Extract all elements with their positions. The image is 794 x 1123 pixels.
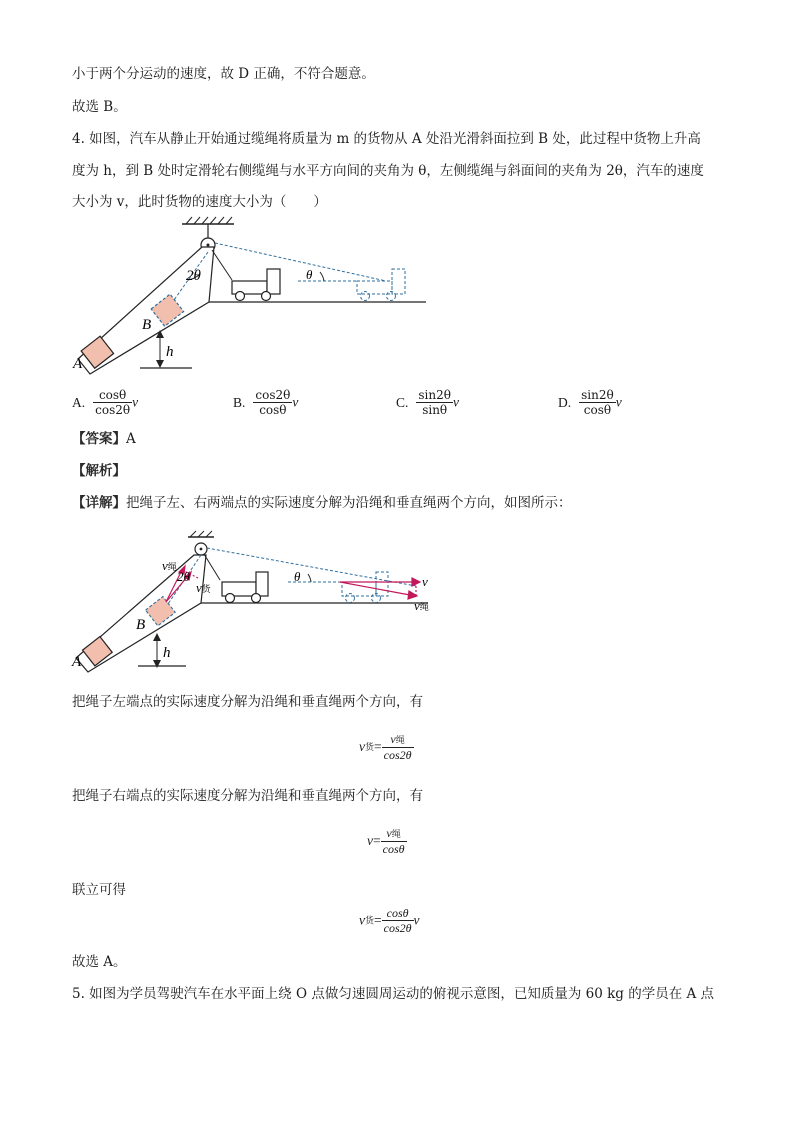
equation-2: v= $\frac{\text{v绳}}{\cos\theta}$	[367, 826, 405, 856]
question-4-line-2: 度为 h，到 B 处时定滑轮右侧缆绳与水平方向间的夹角为 θ，左侧缆绳与斜面间的夹角为 2θ，汽车的速度	[72, 163, 704, 179]
combine-text: 联立可得	[72, 882, 126, 898]
truck-dashed	[357, 269, 405, 301]
option-b[interactable]: B. $\frac{\cos 2\theta}{\cos\theta}$ v	[233, 388, 299, 417]
label-theta: θ	[306, 267, 313, 282]
label-2theta: 2θ	[186, 268, 201, 284]
question-4-line-3: 大小为 v，此时货物的速度大小为（ ）	[72, 194, 327, 210]
equation-3: v货= $\frac{\cos\theta}{\cos 2\theta}$ v	[359, 906, 420, 935]
option-c[interactable]: C. $\frac{\sin 2\theta}{\sin\theta}$ v	[396, 388, 459, 417]
label-2theta-2: 2θ	[177, 569, 190, 584]
left-decomp-text: 把绳子左端点的实际速度分解为沿绳和垂直绳两个方向，有	[72, 694, 423, 710]
right-decomp-text: 把绳子右端点的实际速度分解为沿绳和垂直绳两个方向，有	[72, 788, 423, 804]
label-theta-2: θ	[294, 569, 301, 584]
label-h-2: h	[163, 645, 171, 661]
detail: 【详解】把绳子左、右两端点的实际速度分解为沿绳和垂直绳两个方向，如图所示：	[72, 495, 572, 511]
label-v-cargo: v货	[196, 580, 211, 595]
label-b-2: B	[136, 617, 146, 633]
equation-1: v货= $\frac{\text{v绳}}{\cos 2\theta}$	[359, 732, 412, 762]
label-b: B	[142, 317, 152, 333]
analysis-label: 【解析】	[72, 463, 126, 479]
truck	[232, 269, 280, 301]
label-v-car: v	[422, 574, 428, 589]
label-a-2: A	[72, 654, 82, 670]
question-5-line-1: 5. 如图为学员驾驶汽车在水平面上绕 O 点做匀速圆周运动的俯视示意图，已知质量为 60 kg 的学员在 A 点	[72, 986, 715, 1002]
option-a[interactable]: A. $\frac{\cos\theta}{\cos 2\theta}$ v	[72, 388, 139, 417]
answer: 【答案】A	[72, 431, 136, 447]
question-4-line-1: 4. 如图，汽车从静止开始通过缆绳将质量为 m 的货物从 A 处沿光滑斜面拉到 B 处，此过程中货物上升高	[72, 131, 701, 147]
text-line-prev: 小于两个分运动的速度，故 D 正确，不符合题意。	[72, 66, 375, 82]
label-a: A	[73, 356, 83, 372]
conclusion-text: 故选 A。	[72, 954, 127, 970]
text-line-choose-b: 故选 B。	[72, 99, 127, 115]
label-v-car-rope: v绳	[414, 598, 429, 613]
label-v-rope: v绳	[162, 558, 177, 573]
question-4-figure	[70, 214, 440, 379]
solution-figure	[70, 530, 450, 680]
option-d[interactable]: D. $\frac{\sin 2\theta}{\cos\theta}$ v	[558, 388, 622, 417]
label-h: h	[166, 344, 174, 360]
